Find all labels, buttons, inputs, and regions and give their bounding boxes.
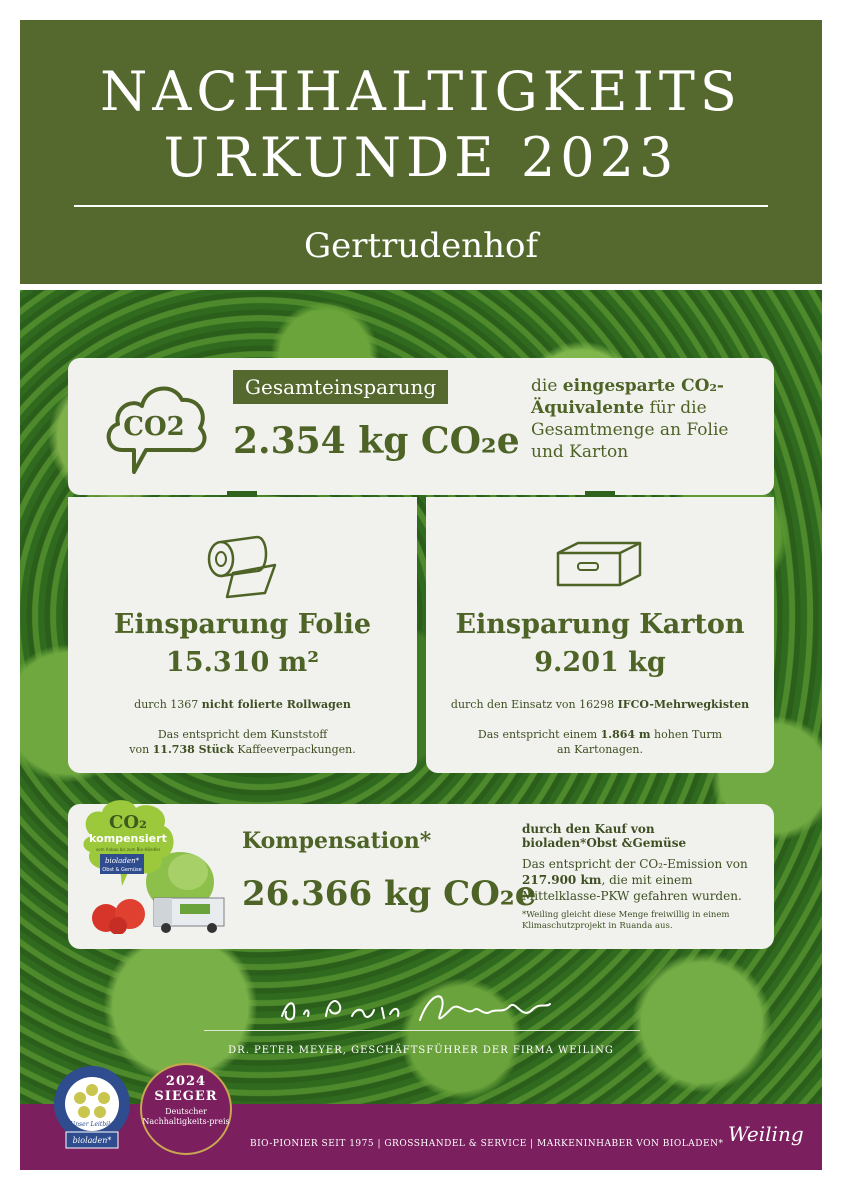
foil-equivalent-line-1: Das entspricht dem Kunststoff — [157, 728, 328, 741]
total-savings-label: Gesamteinsparung — [233, 370, 448, 404]
compensation-value: 26.366 kg CO₂e — [242, 874, 537, 914]
desc-text: für die Gesamtmenge an Folie und Karton — [531, 398, 729, 462]
award-title: SIEGER — [154, 1089, 218, 1104]
title-line-1: NACHHALTIGKEITS — [100, 60, 742, 123]
compensation-label: Kompensation* — [242, 828, 432, 854]
foil-savings-panel — [68, 497, 417, 773]
award-year: 2024 — [165, 1074, 207, 1089]
heading-line: bioladen*Obst &Gemüse — [522, 836, 687, 850]
desc-text: die — [531, 376, 563, 396]
badge-small-text: vom Anbau bis zum Bio-Händler — [95, 847, 161, 852]
line-bold: 1.864 m — [600, 728, 651, 741]
footer-tagline: BIO-PIONIER SEIT 1975 | GROSSHANDEL & SERVICE | MARKENINHABER VON BIOLADEN* — [250, 1139, 724, 1149]
desc-bold: 217.900 km — [522, 873, 602, 887]
badge-brand-sub-text: Obst & Gemüse — [102, 867, 142, 873]
cardboard-cause — [426, 698, 774, 711]
cardboard-title: Einsparung Karton — [455, 609, 745, 640]
cardboard-equivalent-line-1 — [426, 728, 774, 741]
foil-roll-icon — [203, 535, 283, 599]
line-text: Das entspricht einem — [477, 728, 601, 741]
compensation-description — [522, 856, 758, 904]
total-savings-description — [531, 375, 751, 463]
badge-co2-text: CO₂ — [109, 812, 147, 833]
header-divider — [74, 205, 768, 207]
line-text: von — [129, 743, 153, 756]
seal-brand-text: bioladen* — [72, 1136, 112, 1145]
cardboard-equivalent-line-2: an Kartonagen. — [557, 743, 643, 756]
compensation-heading — [522, 822, 758, 850]
foil-title: Einsparung Folie — [113, 609, 372, 640]
crate-icon — [554, 539, 644, 591]
header-banner — [20, 20, 822, 284]
signature-line — [204, 1030, 640, 1031]
award-seal — [140, 1063, 232, 1155]
total-savings-value: 2.354 kg CO₂e — [233, 420, 520, 462]
cardboard-value: 9.201 kg — [534, 647, 666, 678]
desc-bold: eingesparte CO₂-Äquivalente — [531, 376, 724, 418]
line-bold: IFCO-Mehrwegkisten — [617, 698, 750, 711]
handwritten-signature — [270, 986, 570, 1030]
line-text: hohen Turm — [650, 728, 723, 741]
seal-center-text: Unser Leitbild — [70, 1121, 114, 1128]
signature-caption: DR. PETER MEYER, GESCHÄFTSFÜHRER DER FIRMA WEILING — [228, 1045, 614, 1056]
line-bold: nicht folierte Rollwagen — [201, 698, 351, 711]
award-name: Deutscher Nachhaltigkeits-preis — [142, 1107, 230, 1126]
line-text: durch den Einsatz von 16298 — [450, 698, 618, 711]
leitbild-seal — [52, 1064, 132, 1154]
heading-line: durch den Kauf von — [522, 822, 655, 836]
compensation-details — [522, 822, 758, 932]
desc-text: Das entspricht der CO₂-Emission von — [522, 857, 748, 871]
line-bold: 11.738 Stück — [152, 743, 234, 756]
foil-value: 15.310 m² — [165, 647, 320, 678]
line-text: durch 1367 — [134, 698, 202, 711]
co2-compensated-badge — [78, 796, 178, 888]
badge-compensated-text: kompensiert — [89, 832, 167, 845]
compensation-footnote: *Weiling gleicht diese Menge freiwillig in einem Klimaschutzprojekt in Ruanda aus. — [522, 910, 730, 931]
line-text: Kaffeeverpackungen. — [233, 743, 356, 756]
co2-cloud-icon — [100, 372, 212, 484]
co2-icon-text: CO2 — [123, 412, 185, 442]
badge-brand-text: bioladen* — [105, 857, 139, 865]
desc-text: , die mit einem Mittelklasse-PKW gefahren wurden. — [522, 873, 742, 903]
foil-equivalent-line-2 — [68, 743, 417, 756]
weiling-logo: Weiling — [728, 1122, 804, 1146]
cardboard-savings-panel — [426, 497, 774, 773]
foil-cause — [68, 698, 417, 711]
recipient-name: Gertrudenhof — [303, 226, 539, 266]
title-line-2: URKUNDE 2023 — [163, 126, 679, 189]
